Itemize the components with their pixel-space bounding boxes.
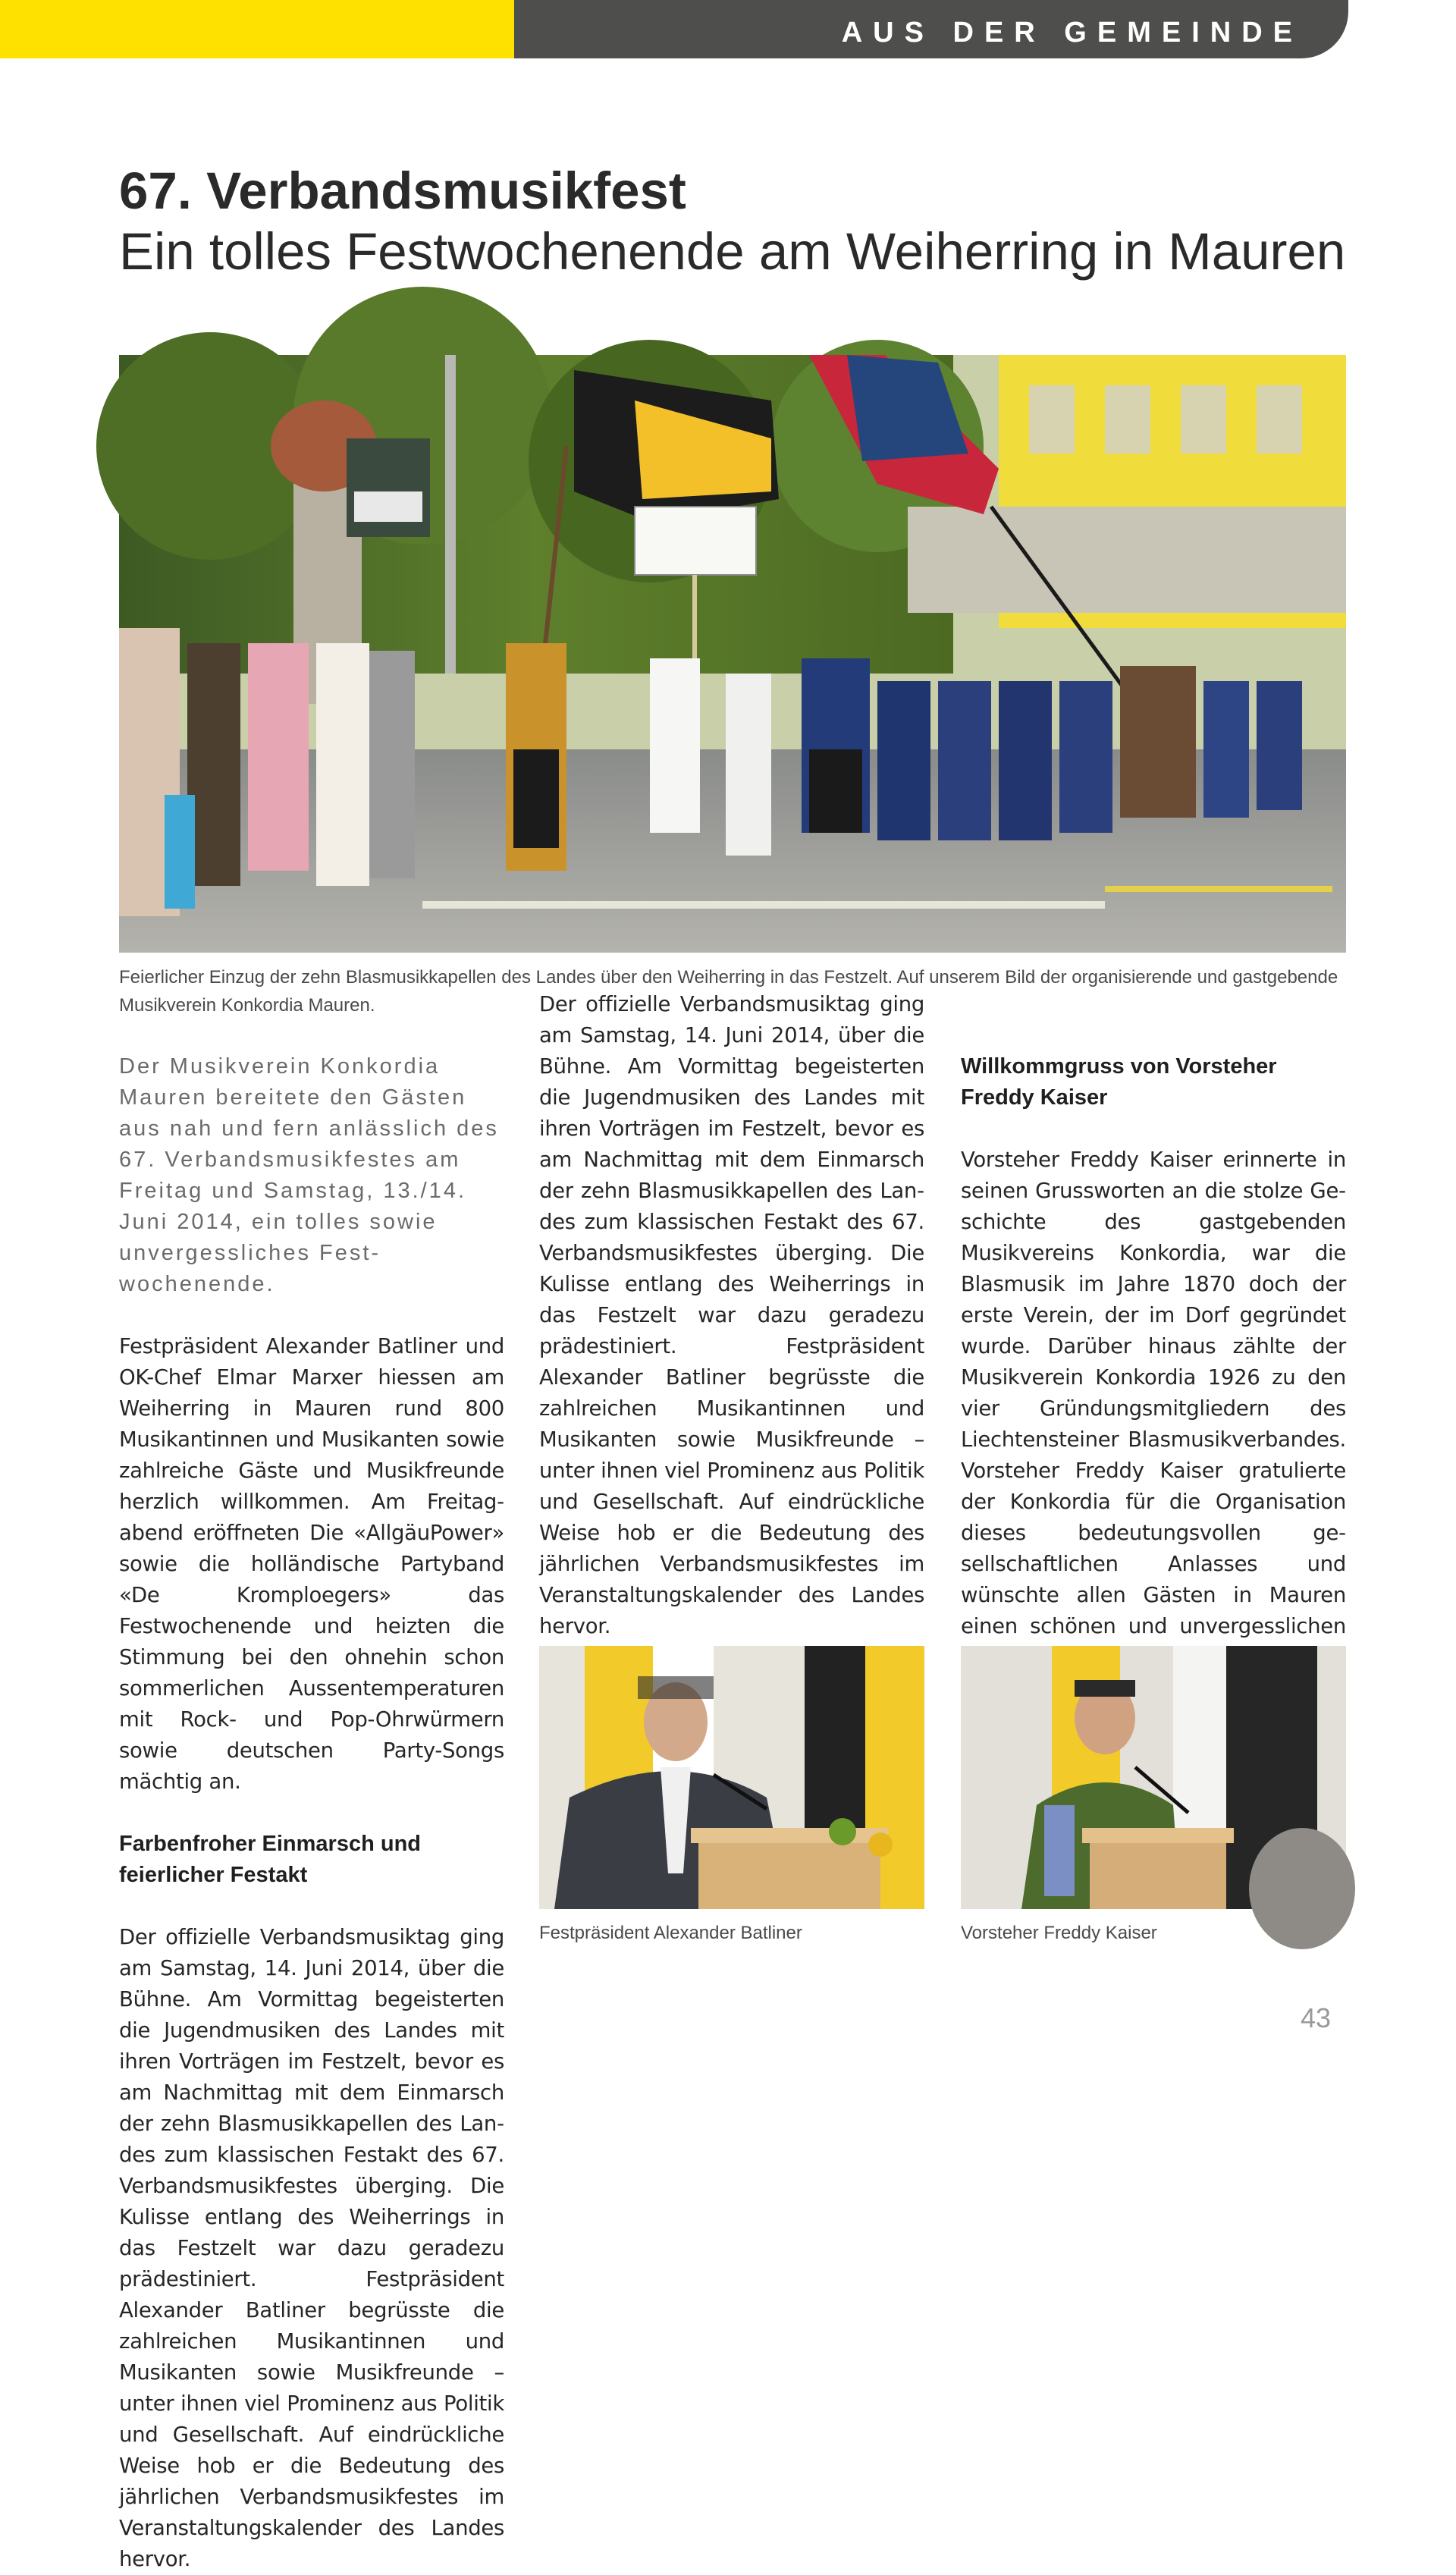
parade-photo-caption: Feierlicher Einzug der zehn Blasmusikkapellen des Landes über den Weiherring in das Festzelt. Auf unserem Bild der organisierende und gastgebende Musikverein Konkordia Mauren. <box>119 967 1338 1016</box>
body-paragraph-3: Vorsteher Freddy Kaiser erinnerte in seinen Grussworten an die stolze Geschichte des gastgebenden Musikvereins Konkordia, war die Blasmusik im Jahre 1870 doch der erste Verein, der im Dorf gegründet wurde. Darüber hinaus zählte der Musikverein Konkordia 1926 zu den vier Gründungsmitgliedern des Liechtensteiner Blasmusikverbandes. Vorsteher Freddy Kaiser gratulierte der Konkordia für die Organisation dieses bedeutungsvollen gesellschaftlichen Anlasses und wünschte allen Gästen in Mauren einen schönen und unvergesslichen <box>961 1148 1346 1638</box>
article-title: 67. Verbandsmusikfest <box>119 162 686 220</box>
parade-photo <box>119 355 1346 953</box>
column-3 <box>961 1051 1346 1704</box>
section-title: AUS DER GEMEINDE <box>841 17 1303 49</box>
body-paragraph-1: Festpräsident Alexander Batliner und OK-Chef Elmar Marxer hiessen am Weiherring in Mauren rund 800 Musikantinnen und Musikanten sowie zahlreiche Gäste und Musikfreunde herzlich willkommen. Am Freitagabend eröffneten Die «AllgäuPower» sowie die holländische Partyband «De Kromploegers» das Festwochenende und heizten die Stimmung bei den ohnehin schon sommerlichen Aussentemperaturen mit Rock- und Pop-Ohrwürmern sowie deutschen Party-Songs mächtig an. <box>119 1334 504 1794</box>
column-2-text-frame <box>539 992 924 1638</box>
header-section-bar <box>514 0 1348 58</box>
header-accent-bar <box>0 0 514 58</box>
lead-paragraph: Der Musikverein Konkordia Mauren bereitete den Gästen aus nah und fern anlässlich des 67. Verbandsmusikfestes am Freitag und Samstag, 13./14. Juni 2014, ein tolles sowie unvergessliches Festwochenende. <box>119 1054 499 1296</box>
column-1 <box>119 1051 504 2571</box>
batliner-photo-caption: Festpräsident Alexander Batliner <box>539 1923 802 1943</box>
body-paragraph-2: Der offizielle Verbandsmusiktag ging am Samstag, 14. Juni 2014, über die Bühne. Am Vormittag begeisterten die Jugendmusiken des Landes mit ihren Vorträgen im Festzelt, bevor es am Nachmittag mit dem Einmarsch der zehn Blasmusikkapellen des Landes zum klassischen Festakt des 67. Verbandsmusikfestes überging. Die Kulisse entlang des Weiherrings in das Festzelt war dazu geradezu prädestiniert. Festpräsident Alexander Batliner begrüsste die zahlreichen Musikantinnen und Musikanten sowie Musikfreunde – unter ihnen viel Prominenz aus Politik und Gesellschaft. Auf eindrückliche Weise hob er die Bedeutung des jährlichen Verbandsmusikfestes im Veranstaltungskalender des Landes hervor. <box>119 1925 504 2571</box>
page-number: 43 <box>1300 2002 1331 2033</box>
kaiser-photo <box>961 1646 1346 1909</box>
column-2 <box>539 992 924 1638</box>
batliner-photo <box>539 1646 924 1909</box>
subheading-einmarsch: Farbenfroher Einmarsch und feierlicher Festakt <box>119 1832 422 1887</box>
body-paragraph-2-continued: Der offizielle Verbandsmusiktag ging am Samstag, 14. Juni 2014, über die Bühne. Am Vormittag begeisterten die Jugendmusiken des Landes mit ihren Vorträgen im Festzelt, bevor es am Nachmittag mit dem Einmarsch der zehn Blasmusikkapellen des Landes zum klassischen Festakt des 67. Verbandsmusikfestes überging. Die Kulisse entlang des Weiherrings in das Festzelt war dazu geradezu prädestiniert. Festpräsident Alexander Batliner begrüsste die zahlreichen Musikantinnen und Musikanten sowie Musikfreunde – unter ihnen viel Prominenz aus Politik und Gesellschaft. Auf eindrückliche Weise hob er die Bedeutung des jährlichen Verbandsmusikfestes im Veranstaltungskalender des Landes hervor. <box>539 992 924 1638</box>
article-subtitle: Ein tolles Festwochenende am Weiherring in Mauren <box>119 222 1346 281</box>
kaiser-photo-caption: Vorsteher Freddy Kaiser <box>961 1923 1157 1943</box>
subheading-willkommgruss: Willkommgruss von Vorsteher Freddy Kaiser <box>961 1054 1277 1110</box>
